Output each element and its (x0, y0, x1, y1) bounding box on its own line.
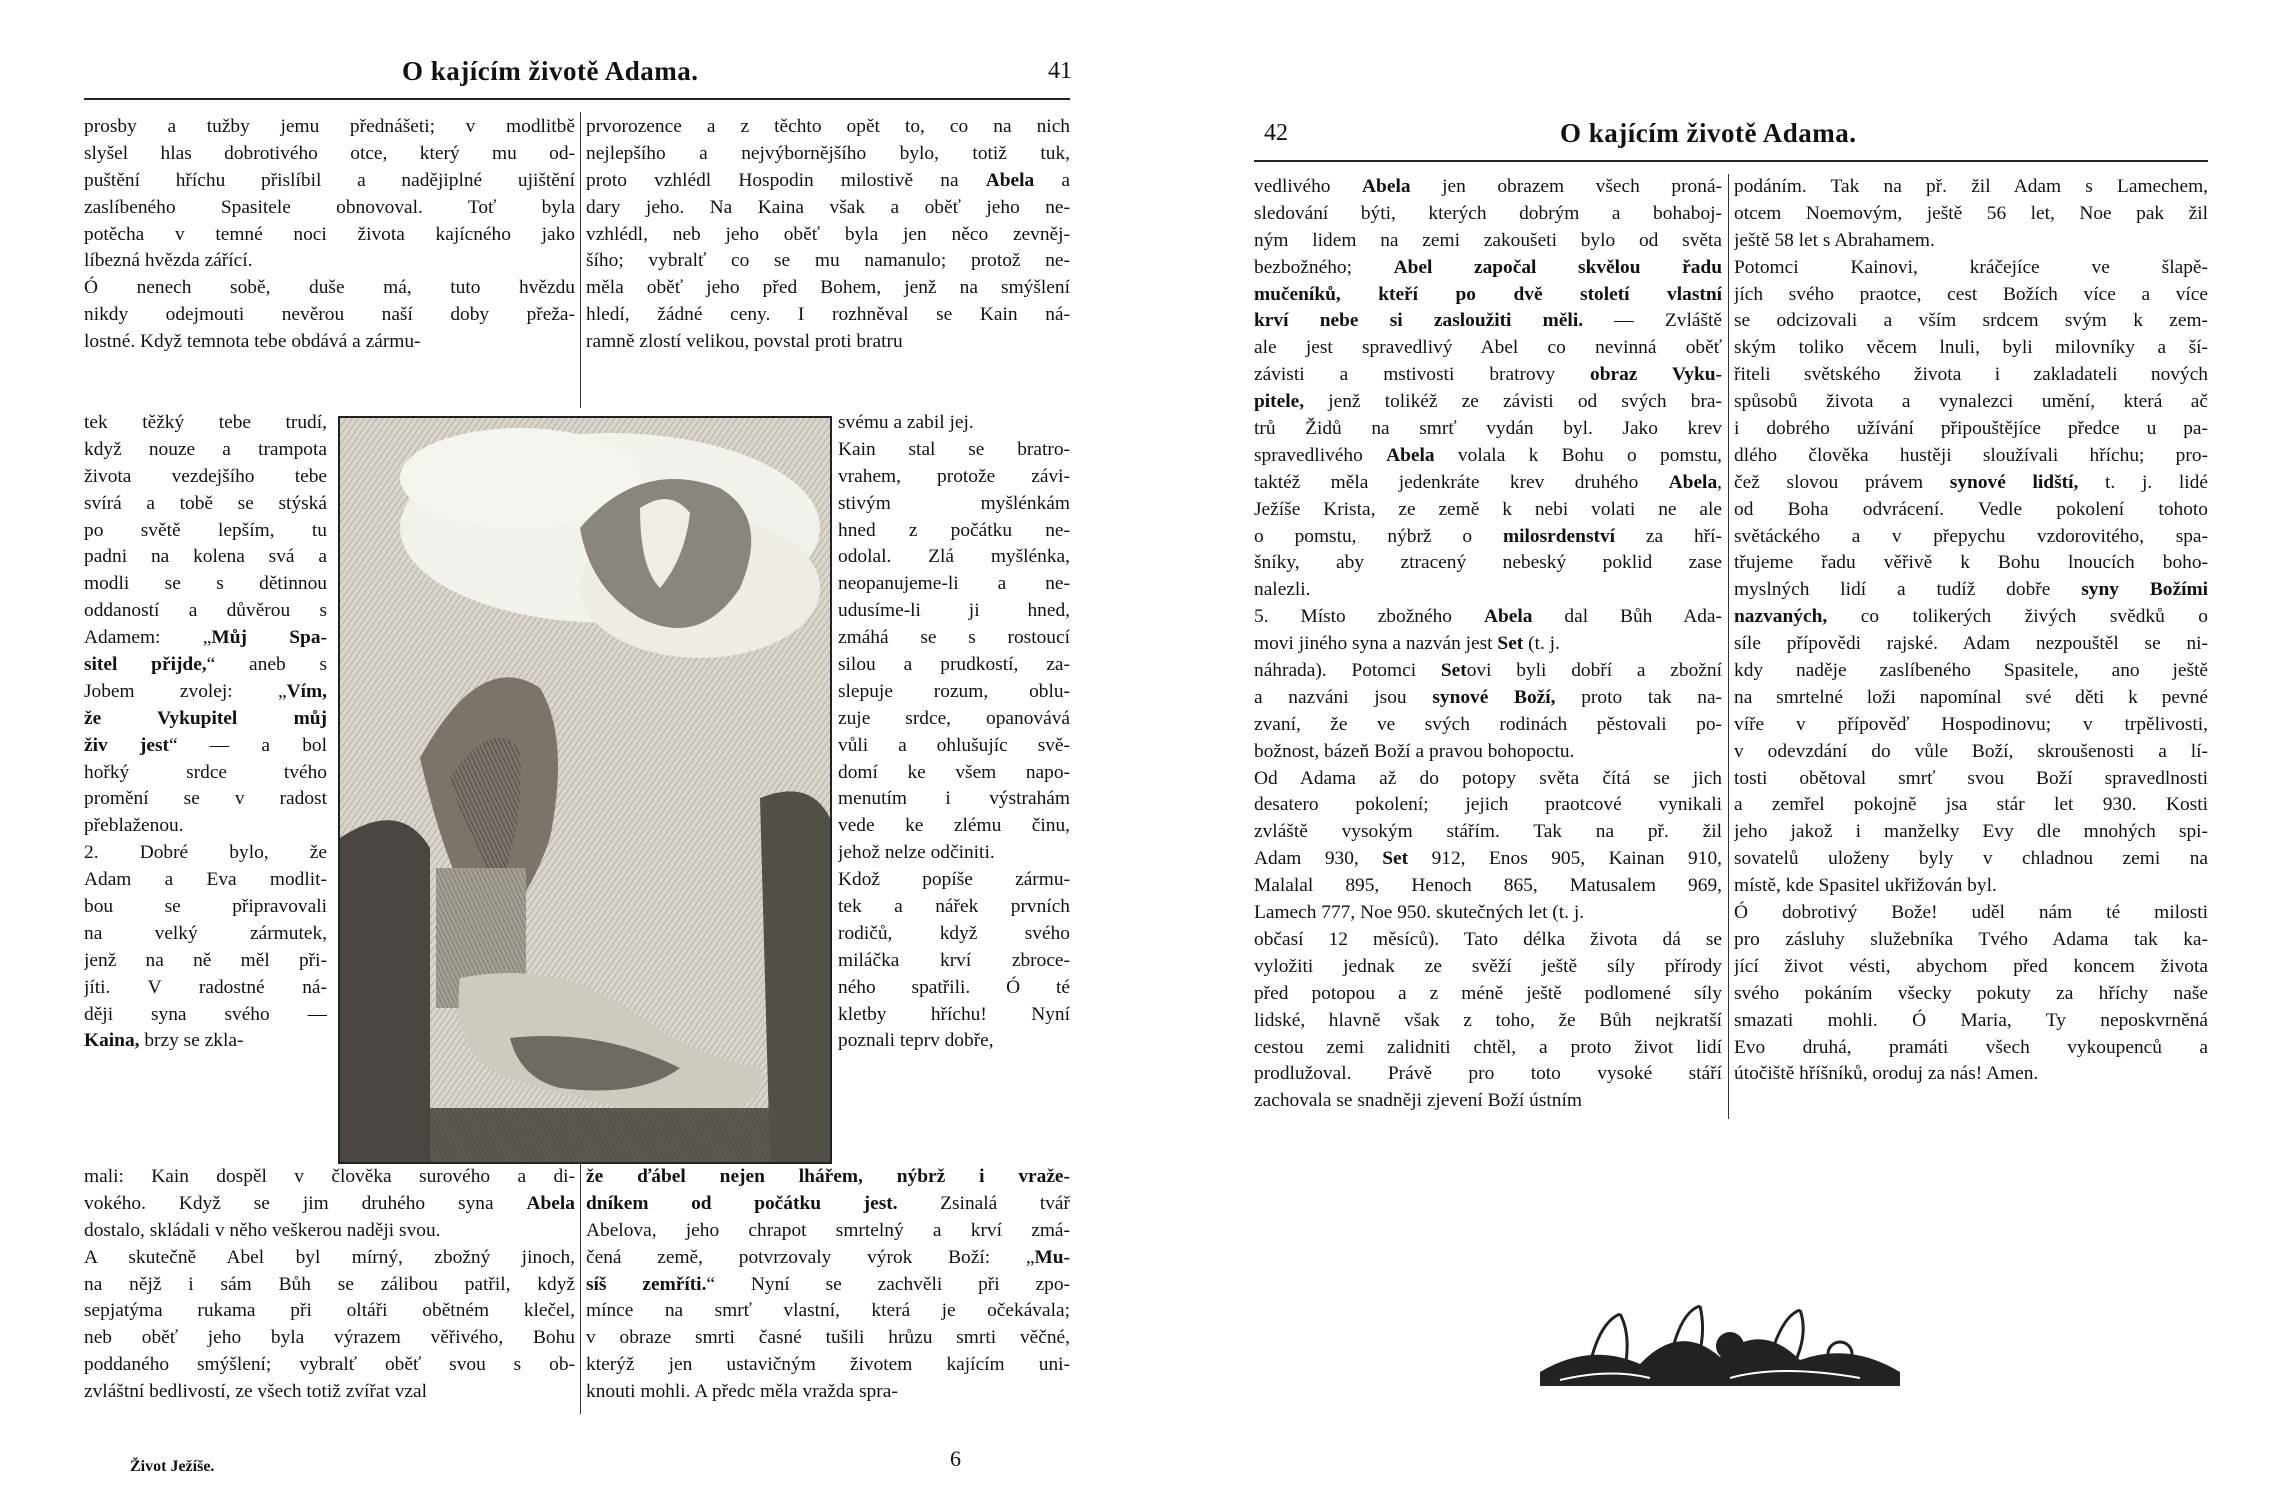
engraving-illustration (338, 416, 832, 1164)
text-line: bou se připravovali (84, 896, 327, 918)
text-line: zvaní, že ve svých rodinách pěstovali po- (1254, 713, 1722, 735)
text-line: Jobem zvolej: „Vím, (84, 680, 327, 702)
text-line: na smrtelné loži napomínal své děti k pevné (1734, 686, 2208, 708)
text-line: podáním. Tak na př. žil Adam s Lamechem, (1734, 176, 2208, 197)
text-line: zvláštní bedlivostí, ze všech totiž zvířat vzal (84, 1381, 427, 1403)
text-line: síš zemříti.“ Nyní se zachvěli při zpo- (586, 1273, 1070, 1295)
text-line: čež slovou právem synové lidští, t. j. lidé (1734, 471, 2208, 493)
text-line: jenž na ně měl při- (84, 949, 327, 971)
text-line: zachovala se snadněji zjevení Boží ústním (1254, 1090, 1582, 1112)
text-line: na nějž i sám Bůh se zálibou patřil, když (84, 1273, 575, 1295)
text-line: dary jeho. Na Kaina však a oběť jeho ne- (586, 196, 1070, 218)
text-line: Adam a Eva modlit- (84, 869, 327, 891)
text-line: zvláště vysokým stářím. Tak na př. žil (1254, 821, 1722, 843)
narrow-column-left (84, 410, 327, 1055)
text-line: menutím i výstrahám (838, 788, 1070, 810)
column-right-top (586, 114, 1070, 356)
text-line: Abelova, jeho chrapot smrtelný a krví zmá- (586, 1219, 1070, 1241)
text-line: otcem Noemovým, ještě 56 let, Noe pak žil (1734, 202, 2208, 224)
text-line: padni na kolena svá a (84, 546, 327, 568)
text-line: vrahem, protože závi- (838, 465, 1070, 487)
text-line: řiteli světského života i zakladateli nových (1734, 364, 2208, 386)
text-line: Potomci Kainovi, kráčejíce ve šlapě- (1734, 256, 2208, 278)
text-line: Adamem: „Můj Spa- (84, 627, 327, 649)
text-line: dostalo, skládali v něho veškerou naději svou. (84, 1219, 441, 1241)
text-line: tek těžký tebe trudí, (84, 412, 327, 433)
text-line: vzhlédl, neb jeho oběť byla jen něco zevněj- (586, 223, 1070, 245)
text-line: a zemřel pokojně jsa stár let 930. Kosti (1734, 794, 2208, 816)
text-line: víře v přípověď Hospodinovu; v trpělivosti, (1734, 713, 2208, 735)
text-line: sepjatýma rukama při oltáři obětném klečel, (84, 1300, 575, 1322)
column-left (1254, 174, 1722, 1115)
text-line: dníkem od počátku jest. Zsinalá tvář (586, 1192, 1070, 1214)
text-line: síle přípovědi rajské. Adam nezpouštěl se ni- (1734, 633, 2208, 655)
signature-mark: 6 (950, 1446, 961, 1471)
text-line: vokého. Když se jim druhého syna Abela (84, 1192, 575, 1214)
text-line: pro zásluhy služebníka Tvého Adama tak ka- (1734, 928, 2208, 950)
text-line: náhrada). Potomci Setovi byli dobří a zbožní (1254, 660, 1722, 682)
text-line: třujeme řadu věřivě k Bohu lnoucích boho- (1734, 552, 2208, 574)
text-line: že ďábel nejen lhářem, nýbrž i vraže- (586, 1166, 1070, 1187)
text-line: ději syna svého — (84, 1003, 327, 1025)
text-line: neb oběť jeho byla výrazem věřivého, Bohu (84, 1327, 575, 1349)
text-line: Lamech 777, Noe 950. skutečných let (t. j. (1254, 902, 1585, 924)
text-line: lostné. Když temnota tebe obdává a zármu- (84, 331, 421, 353)
text-line: neopanujeme-li a ne- (838, 573, 1070, 595)
column-right (1734, 174, 2208, 1088)
text-line: zaslíbeného Spasitele obnovoval. Toť byla (84, 196, 575, 218)
text-line: spravedlivého Abela volala k Bohu o pomstu, (1254, 444, 1722, 466)
text-line: desatero pokolení; jejich praotcové vynikali (1254, 794, 1722, 816)
text-line: Kaina, brzy se zkla- (84, 1030, 244, 1052)
text-line: poddaného smýšlení; vybralť oběť svou s ob- (84, 1354, 575, 1376)
text-line: občasí 12 měsíců). Tato délka života dá se (1254, 928, 1722, 950)
text-line: myslných lidí a tudíž dobře syny Božími (1734, 579, 2208, 601)
text-line: že Vykupitel můj (84, 707, 327, 729)
running-header: O kajícím životě Adama. (1560, 118, 1857, 148)
text-line: nalezli. (1254, 579, 1311, 601)
text-line: před potopou a z méně ještě podlomené síly (1254, 982, 1722, 1004)
text-line: ného spatřili. Ó té (838, 976, 1070, 998)
running-header: O kajícím životě Adama. (402, 56, 699, 86)
text-line: hned z počátku ne- (838, 519, 1070, 541)
column-divider-bottom (580, 1164, 581, 1414)
text-line: cestou zemi zalidniti chtěl, a proto život lidí (1254, 1036, 1722, 1058)
text-line: Malalal 895, Henoch 865, Matusalem 969, (1254, 875, 1722, 897)
text-line: v odevzdání do vůle Boží, skroušenosti a lí- (1734, 740, 2208, 762)
text-line: spůsobů života a vynalezci umění, která ač (1734, 391, 2208, 413)
text-line: svého pokáním všecky pokuty za hříchy naše (1734, 982, 2208, 1004)
text-line: nejlepšího a nejvýbornějšího bylo, totiž tuk, (586, 142, 1070, 164)
text-line: ramně zlostí velikou, povstal proti bratru (586, 331, 903, 353)
text-line: 2. Dobré bylo, že (84, 842, 327, 864)
column-divider (1728, 174, 1729, 1119)
text-line: jíti. V radostné ná- (84, 976, 327, 998)
text-line: vyložiti jednak ze svěží ještě síly přírody (1254, 955, 1722, 977)
text-line: kletby hříchu! Nyní (838, 1003, 1070, 1025)
text-line: šího; vybralť co se mu namanulo; protož ne- (586, 250, 1070, 272)
text-line: bezbožného; Abel započal skvělou řadu (1254, 256, 1722, 278)
text-line: tosti obětoval smrť svou Boží spravedlnosti (1734, 767, 2208, 789)
text-line: ale jest spravedlivý Abel co nevinná oběť (1254, 337, 1722, 359)
text-line: Ó nenech sobě, duše má, tuto hvězdu (84, 277, 575, 299)
text-line: promění se v radost (84, 788, 327, 810)
text-line: miláčka krví zbroce- (838, 949, 1070, 971)
header-rule (1254, 160, 2208, 162)
text-line: Evo druhá, pramáti všech vykoupenců a (1734, 1036, 2208, 1058)
text-line: prosby a tužby jemu přednášeti; v modlitbě (84, 116, 575, 137)
text-line: modli se s dětinnou (84, 573, 327, 595)
text-line: božnost, bázeň Boží a pravou bohopoctu. (1254, 740, 1575, 762)
text-line: udusíme-li ji hned, (838, 600, 1070, 622)
text-line: vede ke zlému činu, (838, 815, 1070, 837)
text-line: zmáhá se s rostoucí (838, 627, 1070, 649)
text-line: po světě lepším, tu (84, 519, 327, 541)
text-line: místě, kde Spasitel ukřižován byl. (1734, 875, 1997, 897)
text-line: světáckého a v přepychu vzdorovitého, spa- (1734, 525, 2208, 547)
text-line: lidské, hlavně však z toho, že Bůh nejkratší (1254, 1009, 1722, 1031)
narrow-column-right (838, 410, 1070, 1055)
text-line: Ó dobrotivý Bože! uděl nám té milosti (1734, 902, 2208, 924)
text-line: když nouze a trampota (84, 438, 327, 460)
text-line: krví nebe si zasloužiti měli. — Zvláště (1254, 310, 1722, 332)
text-line: domí ke všem napo- (838, 761, 1070, 783)
text-line: poznali teprv dobře, (838, 1030, 994, 1052)
text-line: trů Židů na smrť vydán byl. Jako krev (1254, 418, 1722, 440)
text-line: jeho jakož i manželky Evy dle mnohých spi- (1734, 821, 2208, 843)
text-line: se odcizovali a vším srdcem svým k zem- (1734, 310, 2208, 332)
text-line: živ jest“ — a bol (84, 734, 327, 756)
text-line: vůli a ohlušujíc svě- (838, 734, 1070, 756)
text-line: sovatelů uloženy byly v chladnou zemi na (1734, 848, 2208, 870)
text-line: kterýž jen ustavičným životem kajícím uni- (586, 1354, 1070, 1376)
text-line: svému a zabil jej. (838, 412, 974, 433)
text-line: rodičů, když svého (838, 922, 1070, 944)
text-line: potěcha v temné noci života kajícného jako (84, 223, 575, 245)
text-line: ským tolikо věcem lnuli, byli milovníky a ší- (1734, 337, 2208, 359)
text-line: mučeníků, kteří po dvě století vlastní (1254, 283, 1722, 305)
text-line: jích svého praotce, cest Božích více a více (1734, 283, 2208, 305)
text-line: kdy naděje zaslíbeného Spasitele, ano ještě (1734, 660, 2208, 682)
text-line: mínce na smrť vlastní, která je očekávala; (586, 1300, 1070, 1322)
text-line: movi jiného syna a nazván jest Set (t. j. (1254, 633, 1560, 655)
column-divider-top (580, 112, 581, 408)
page-number: 42 (1264, 120, 1288, 146)
text-line: ným lidem na zemi zakoušeti bylo od světa (1254, 229, 1722, 251)
header-rule (84, 98, 1070, 100)
text-line: Kdož popíše zármu- (838, 869, 1070, 891)
text-line: o pomstu, nýbrž o milosrdenství za hří- (1254, 525, 1722, 547)
text-line: Kain stal se bratro- (838, 438, 1070, 460)
text-line: prvorozence a z těchto opět to, co na nich (586, 116, 1070, 137)
text-line: Od Adama až do potopy světa čítá se jich (1254, 767, 1722, 789)
text-line: hořký srdce tvého (84, 761, 327, 783)
text-line: A skutečně Abel byl mírný, zbožný jinoch, (84, 1246, 575, 1268)
text-line: i dobrého užívání připouštějíce předce u pa- (1734, 418, 2208, 440)
text-line: slyšel hlas dobrotivého otce, který mu od- (84, 142, 575, 164)
text-line: přeblaženou. (84, 815, 184, 837)
text-line: jící život vésti, abychom před koncem života (1734, 955, 2208, 977)
text-line: silou a prudkostí, za- (838, 654, 1070, 676)
text-line: sitel přijde,“ aneb s (84, 654, 327, 676)
right-page (1140, 0, 2278, 1500)
tailpiece-ornament-icon (1530, 1302, 1910, 1392)
column-right-bottom (586, 1164, 1070, 1406)
text-line: proto vzhlédl Hospodin milostivě na Abela a (586, 169, 1070, 191)
text-line: taktéž měla jedenkráte krev druhého Abela, (1254, 471, 1722, 493)
text-line: útočiště hříšníků, oroduj za nás! Amen. (1734, 1063, 2039, 1085)
text-line: prodlužoval. Právě pro toto vysoké stáří (1254, 1063, 1722, 1085)
text-line: knouti mohli. A předc měla vražda spra- (586, 1381, 898, 1403)
text-line: nikdy odejmouti nevěrou naší doby přeža- (84, 304, 575, 326)
text-line: šníky, aby ztracený nebeský poklid zase (1254, 552, 1722, 574)
text-line: života vezdejšího tebe (84, 465, 327, 487)
column-left-top (84, 114, 575, 356)
text-line: v obraze smrti časné tušili hrůzu smrti věčné, (586, 1327, 1070, 1349)
text-line: líbezná hvězda zářící. (84, 250, 253, 272)
text-line: svírá a tobě se stýská (84, 492, 327, 514)
text-line: hledí, žádné ceny. I rozhněval se Kain ná- (586, 304, 1070, 326)
text-line: puštění hříchu přislíbil a nadějiplné ujištění (84, 169, 575, 191)
text-line: zuje srdce, opanovává (838, 707, 1070, 729)
text-line: smazati mohli. Ó Maria, Ty neposkvrněná (1734, 1009, 2208, 1031)
text-line: pitele, jenž tolikéž ze závisti od svých bra- (1254, 391, 1722, 413)
text-line: vedlivého Abela jen obrazem všech proná- (1254, 176, 1722, 197)
text-line: 5. Místo zbožného Abela dal Bůh Ada- (1254, 606, 1722, 628)
text-line: sledování býti, kterých dobrým a bohaboj- (1254, 202, 1722, 224)
text-line: nazvaných, co tolikerých živých svědků o (1734, 606, 2208, 628)
text-line: měla oběť jeho před Bohem, jenž na smýšlení (586, 277, 1070, 299)
footer-book-title: Život Ježíše. (130, 1458, 215, 1475)
text-line: oddaností a důvěrou s (84, 600, 327, 622)
text-line: jehož nelze odčiniti. (838, 842, 995, 864)
text-line: a nazváni jsou synové Boží, proto tak na- (1254, 686, 1722, 708)
text-line: mali: Kain dospěl v člověka surového a di- (84, 1166, 575, 1187)
text-line: stivým myšlénkám (838, 492, 1070, 514)
text-line: Ježíše Krista, ze země k nebi volati ne ale (1254, 498, 1722, 520)
text-line: tek a nářek prvních (838, 896, 1070, 918)
text-line: Adam 930, Set 912, Enos 905, Kainan 910, (1254, 848, 1722, 870)
text-line: čená země, potvrzovaly výrok Boží: „Mu- (586, 1246, 1070, 1268)
text-line: od Boha odvrácení. Vedle pokolení tohoto (1734, 498, 2208, 520)
text-line: ještě 58 let s Abrahamem. (1734, 229, 1935, 251)
text-line: na velký zármutek, (84, 922, 327, 944)
page-number: 41 (1048, 58, 1072, 84)
text-line: závisti a mstivosti bratrovy obraz Vyku- (1254, 364, 1722, 386)
text-line: odolal. Zlá myšlénka, (838, 546, 1070, 568)
cain-and-abel-engraving (340, 418, 830, 1162)
column-left-bottom (84, 1164, 575, 1406)
text-line: dlého člověka hustěji sloužívali hříchu; pro- (1734, 444, 2208, 466)
text-line: slepuje rozum, oblu- (838, 680, 1070, 702)
